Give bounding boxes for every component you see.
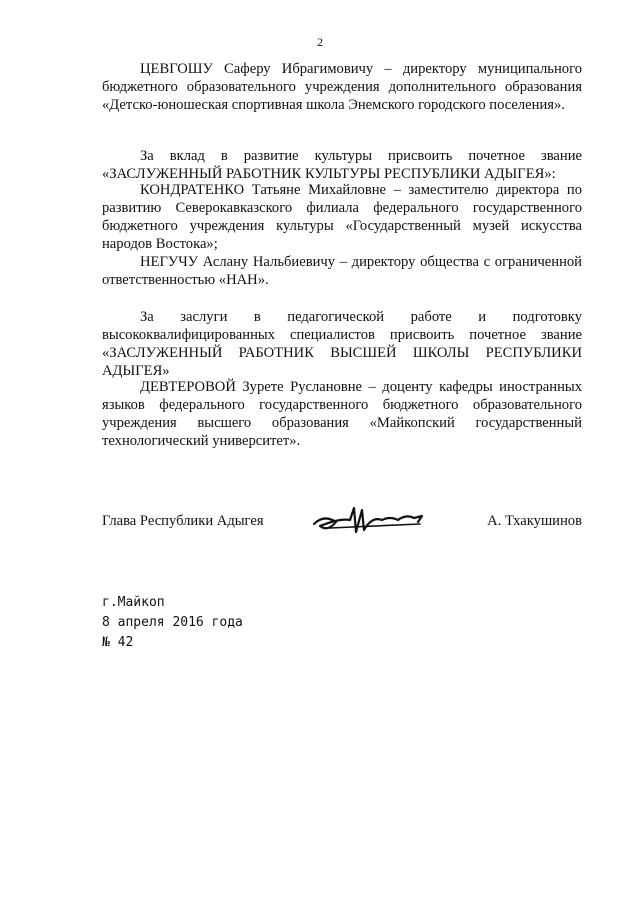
handwritten-signature-icon <box>310 502 430 538</box>
paragraph-text: НЕГУЧУ Аслану Нальбиевичу – директору общества с ограниченной ответственностью «НАН». <box>102 254 582 288</box>
paragraph-culture-title <box>102 147 582 183</box>
paragraph-kondratenko <box>102 181 582 253</box>
page-number: 2 <box>317 35 323 49</box>
document-date: 8 апреля 2016 года <box>102 615 243 630</box>
paragraph-neguchu <box>102 253 582 289</box>
paragraph-text: КОНДРАТЕНКО Татьяне Михайловне – заместителю директора по развитию Северокавказского филиала федерального государственного бюджетного учреждения культуры «Государственный музей искусства народов Востока»; <box>102 182 582 252</box>
paragraph-higher-school-title <box>102 308 582 380</box>
paragraph-text: ДЕВТЕРОВОЙ Зурете Руслановне – доценту кафедры иностранных языков федерального государственного бюджетного образовательного учреждения высшего образования «Майкопский государственный технологический университет». <box>102 379 582 449</box>
signatory-name: А. Тхакушинов <box>487 513 582 529</box>
paragraph-text: ЦЕВГОШУ Саферу Ибрагимовичу – директору муниципального бюджетного образовательного учреждения дополнительного образования «Детско-юношеская спортивная школа Энемского городского поселения». <box>102 61 582 113</box>
document-city: г.Майкоп <box>102 595 165 610</box>
paragraph-text: За вклад в развитие культуры присвоить почетное звание «ЗАСЛУЖЕННЫЙ РАБОТНИК КУЛЬТУРЫ РЕСПУБЛИКИ АДЫГЕЯ»: <box>102 148 582 182</box>
signature-block <box>102 512 582 536</box>
paragraph-devterova <box>102 378 582 450</box>
signatory-title: Глава Республики Адыгея <box>102 513 264 529</box>
paragraph-tsevgoshu <box>102 60 582 114</box>
paragraph-text: За заслуги в педагогической работе и подготовку высококвалифицированных специалистов присвоить почетное звание «ЗАСЛУЖЕННЫЙ РАБОТНИК ВЫСШЕЙ ШКОЛЫ РЕСПУБЛИКИ АДЫГЕЯ» <box>102 309 582 379</box>
document-number: № 42 <box>102 635 134 650</box>
